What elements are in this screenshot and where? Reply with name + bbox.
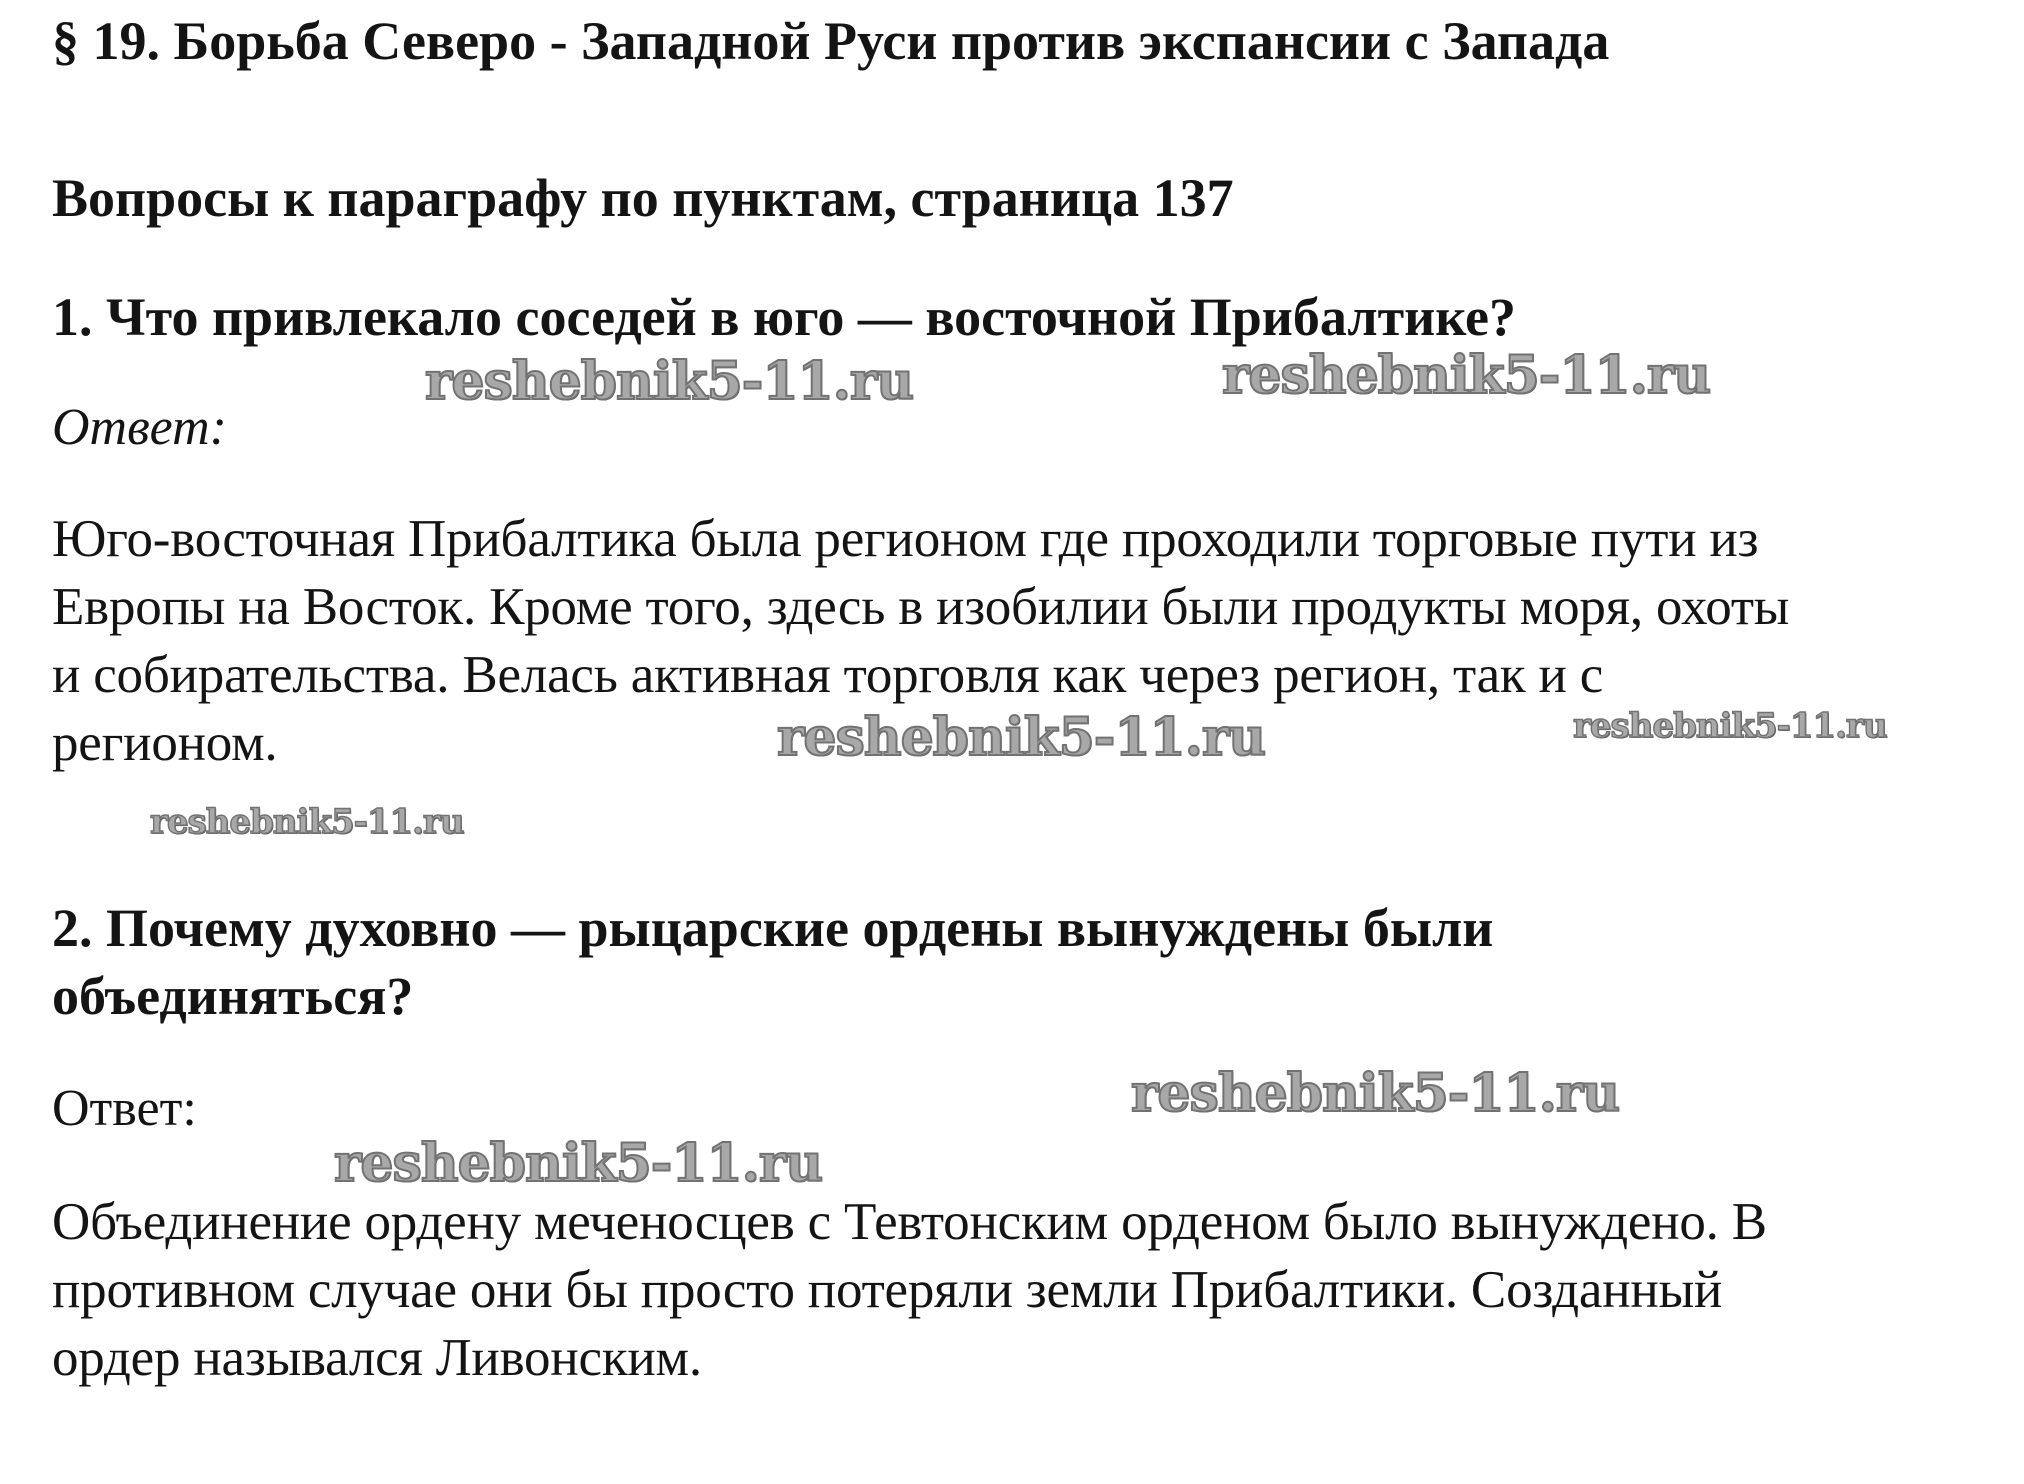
- watermark: reshebnik5-11.ru: [150, 802, 464, 842]
- watermark: reshebnik5-11.ru: [425, 351, 914, 412]
- watermark: reshebnik5-11.ru: [1573, 706, 1887, 746]
- watermark: reshebnik5-11.ru: [1131, 1063, 1620, 1124]
- watermark: reshebnik5-11.ru: [334, 1133, 823, 1194]
- answer-text-line: противном случае они бы просто потеряли земли Прибалтики. Созданный: [52, 1261, 1723, 1319]
- watermark: reshebnik5-11.ru: [777, 707, 1266, 768]
- question-text: объединяться?: [52, 966, 414, 1026]
- question-text: 1. Что привлекало соседей в юго — восточной Прибалтике?: [52, 287, 1516, 347]
- page-title: § 19. Борьба Северо - Западной Руси против экспансии с Запада: [52, 11, 1610, 71]
- watermark: reshebnik5-11.ru: [1222, 345, 1711, 406]
- answer-text-line: Объединение ордену меченосцев с Тевтонским орденом было вынуждено. В: [52, 1193, 1767, 1251]
- question-text: 2. Почему духовно — рыцарские ордены вынуждены были: [52, 898, 1494, 958]
- answer-text-line: и собирательства. Велась активная торговля как через регион, так и с: [52, 646, 1604, 704]
- answer-text-line: Европы на Восток. Кроме того, здесь в изобилии были продукты моря, охоты: [52, 578, 1790, 636]
- page-subtitle: Вопросы к параграфу по пунктам, страница 137: [52, 168, 1234, 228]
- answer-label: Ответ:: [52, 399, 227, 456]
- answer-text-line: Юго-восточная Прибалтика была регионом где проходили торговые пути из: [52, 510, 1759, 568]
- answer-text-line: регионом.: [52, 714, 278, 772]
- answer-label: Ответ:: [52, 1080, 197, 1137]
- answer-text-line: ордер назывался Ливонским.: [52, 1329, 702, 1387]
